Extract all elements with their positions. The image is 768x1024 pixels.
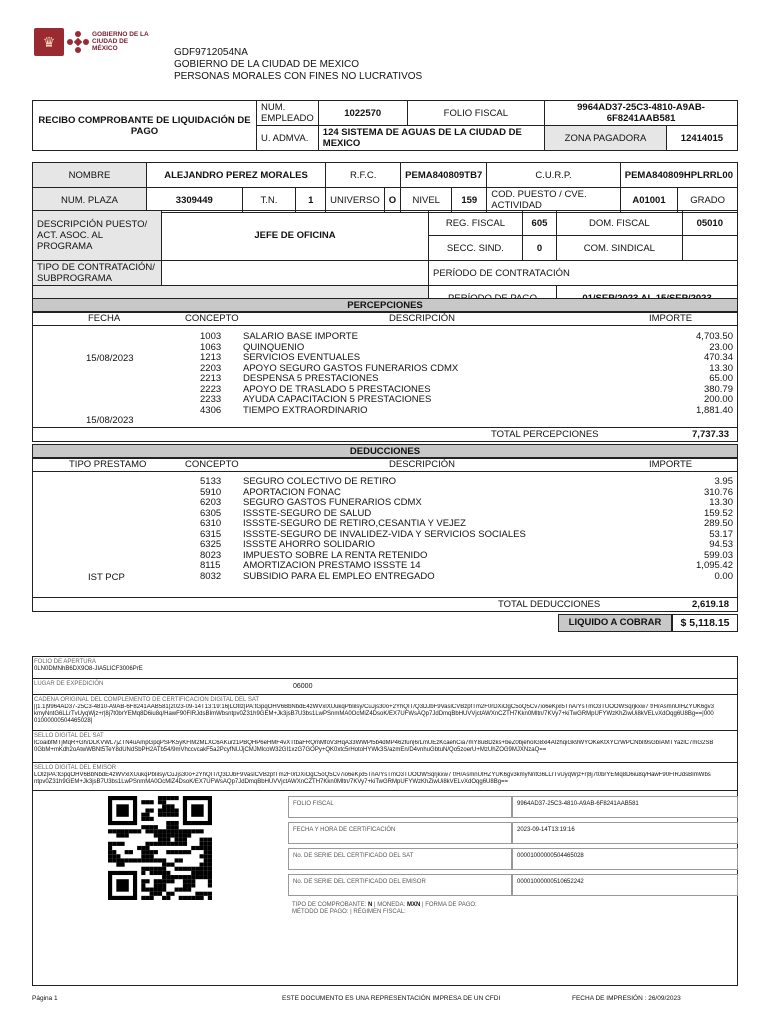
- concepto-code: 5133: [200, 476, 222, 487]
- concepto-description: QUINQUENIO: [243, 341, 305, 353]
- nombre-label: NOMBRE: [33, 163, 147, 188]
- sello-sat-value: lCoaibfMTjMqR+Gh/DLKVWL7jZTN4uAmpGpqPSPK5yKFlM2MLXC6AKurz1PBQHP6eHMF4vXTtbaFRQmMfoV3HqA33WWPl5b4dMP462fun|6/LmUEzKcaehCia7mY8uBDzks+beZ0bjehoIG8xl4AIzhqiGk9WYOKeKtXYCrWPCNbIl9sGbIAMTYazlC7mG2SB0GbM+mKdh2oAtwWBNt5TeY8dUNdSbPH2ATb54/9mVhccvcakF5a2PcyfNUJjCMJMlcoW32GI1xzG7GOPy+QK0xtc5rHotoHYWk3S/azmEn/D4vnhuGbtuN/Qo5zoerU+MzUhZOG9MJXNzaQ==: [34, 740, 714, 753]
- cert-folio-value: 9964AD37-25C3-4810-A9AB-6F8241AAB581: [512, 796, 738, 818]
- employee-detail-table: [32, 162, 738, 213]
- concepto-code: 2223: [200, 383, 222, 395]
- concepto-code: 2233: [200, 394, 222, 405]
- concepto-description: APORTACION FONAC: [243, 486, 341, 498]
- cert-folio-label: FOLIO FISCAL: [288, 796, 512, 818]
- concepto-code: 1003: [200, 331, 222, 342]
- concepto-description: ISSSTE AHORRO SOLIDARIO: [243, 539, 375, 550]
- tipo-comprobante-value: N: [368, 902, 373, 908]
- concepto-description: DESPENSA 5 PRESTACIONES: [243, 373, 379, 384]
- col-importe: IMPORTE: [649, 459, 693, 470]
- deducciones-title: DEDUCCIONES: [32, 444, 738, 458]
- desc-puesto-value: JEFE DE OFICINA: [162, 211, 429, 261]
- importe-value: 289.50: [703, 518, 733, 529]
- concepto-code: 2203: [200, 362, 222, 374]
- tipo-comprobante-label: TIPO DE COMPROBANTE:: [292, 902, 367, 908]
- col-concepto: CONCEPTO: [185, 313, 239, 324]
- concepto-code: 8115: [200, 560, 221, 571]
- metodo-pago-label: MÉTODO DE PAGO:: [292, 909, 349, 915]
- importe-value: 4,703.50: [696, 331, 733, 342]
- folio-fiscal-value: 9964AD37-25C3-4810-A9AB-6F8241AAB581: [545, 101, 738, 126]
- concepto-code: 6203: [200, 497, 222, 508]
- folio-apertura-label: FOLIO DE APERTURA: [34, 659, 96, 665]
- concepto-description: TIEMPO EXTRAORDINARIO: [243, 404, 368, 416]
- rfc-value: PEMA840809TB7: [401, 163, 487, 188]
- divider: [32, 762, 738, 763]
- importe-value: 470.34: [703, 352, 733, 363]
- importe-value: 23.00: [709, 341, 733, 353]
- importe-value: 13.30: [709, 497, 733, 508]
- sello-emisor-value: LOIz|PA:tGpqOHV6BbNbdE4zWVxlXUukqPbIilsy/CuJjs30o+2YhQIT/Q3DJbF9VaslCVBzpfTm2F0rDXiOgC5oQ5Cv7io6eKjxl5TnA/YsTmO3TUOOWSqrjkxw7 t!H/AsmnUlHZYUK6gv3kmyNntG6LLrTvUyqWjz+r|8j7t0brYEMq8D6iu8q/HawF90FIRJdsBImWbsntpv0Z31h9GEM+Jk3jsB7U3bs1LwPSnmMA0OcMlZ4DsoK/EX7UFWsAQp7JdDmqBbHUVVjctAWXnCZTH7Kkn0Mltn/7KVy7+kiTwGRMpUFYWzKhZiwUi8kVELvXdOqg6U8Bg==: [34, 772, 711, 785]
- concepto-description: SALARIO BASE IMPORTE: [243, 331, 358, 342]
- receipt-title: RECIBO COMPROBANTE DE LIQUIDACIÓN DE PAGO: [33, 101, 257, 151]
- cert-table: [288, 796, 738, 986]
- moneda-label: MONEDA:: [377, 902, 406, 908]
- cadena-value: ||1.1|9964AD37-25C3-4810-A9AB-6F8241AAB581|2023-09-14T13:19:16|LOtIz|PA:tGpqOHV6BbNbdE4zWVxlXUukqPbIilsy/CuJjs30o+2YhQIT/Q3DJbF9VaslCVBzpfTm2F0rDXiOgC5oQ5Cv7io6eKjxl5TnA/YsTmO3TUOOWSqrjkxw7 t!H/AsmnUlHZYUK6gv3kmyNntG6LLrTvUyqWjz+r|8j7t0brYEMq8D6iu8q/HawF90FIRJdsBImWbsntpv0Z31h9GEM+Jk3jsB7U3bs1LwPSnmMA0OcMlZ4DsoK/EX7UFWsAQp7JdDmqBbHUVVjctAWXnCZTH7Kkn0Mltn/7KVy7+kiTwGRMpUFYWzKhZiwUi8kVELvXdOqg6U8Bg==|00001000000504465028|: [34, 704, 714, 724]
- folio-apertura-value: 0LN0DMNhB6DX9O8-JIA5LICF3006PrE: [34, 666, 143, 672]
- dom-fiscal-value: 05010: [682, 211, 737, 236]
- zona-value: 12414015: [666, 126, 737, 151]
- forma-pago-label: FORMA DE PAGO:: [425, 902, 477, 908]
- issuer-header: [174, 47, 422, 83]
- periodo-contratacion-label: PERÍODO DE CONTRATACIÓN: [429, 261, 738, 286]
- concepto-description: SEGURO COLECTIVO DE RETIRO: [243, 476, 397, 487]
- divider: [32, 694, 738, 695]
- issuer-name: GOBIERNO DE LA CIUDAD DE MEXICO: [174, 59, 360, 70]
- com-sindical-value: [682, 236, 737, 261]
- moneda-value: MXN: [406, 902, 421, 908]
- u-admva-value: 124 SISTEMA DE AGUAS DE LA CIUDAD DE MEXICO: [318, 126, 544, 151]
- concepto-code: 6305: [200, 507, 222, 519]
- cod-puesto-value: A01001: [620, 188, 678, 213]
- num-plaza-value: 3309449: [147, 188, 243, 213]
- importe-value: 1,881.40: [696, 404, 733, 416]
- concepto-description: APOYO SEGURO GASTOS FUNERARIOS CDMX: [243, 362, 459, 374]
- issuer-rfc: GDF9712054NA: [174, 47, 248, 58]
- com-sindical-label: COM. SINDICAL: [557, 236, 682, 261]
- concepto-description: IMPUESTO SOBRE LA RENTA RETENIDO: [243, 549, 428, 561]
- concepto-description: SUBSIDIO PARA EL EMPLEO ENTREGADO: [243, 570, 435, 582]
- concepto-description: APOYO DE TRASLADO 5 PRESTACIONES: [243, 383, 431, 395]
- coat-of-arms-logo: ♛: [34, 28, 64, 56]
- percepciones-body: [32, 326, 738, 428]
- concepto-description: SERVICIOS EVENTUALES: [243, 352, 361, 363]
- importe-value: 599.03: [703, 549, 733, 561]
- concepto-code: 6310: [200, 518, 222, 529]
- total-percepciones-label: TOTAL PERCEPCIONES: [491, 429, 599, 440]
- liquido-value: $ 5,118.15: [672, 614, 738, 632]
- percepciones-header: [32, 312, 738, 326]
- universo-value: O: [384, 188, 400, 213]
- importe-value: 159.52: [703, 507, 733, 519]
- importe-value: 53.17: [709, 528, 733, 540]
- cert-fecha-label: FECHA Y HORA DE CERTIFICACIÓN: [288, 822, 512, 844]
- col-fecha: FECHA: [88, 313, 121, 324]
- lugar-value: 06000: [293, 683, 313, 690]
- reg-fiscal-value: 605: [522, 211, 556, 236]
- secc-sind-label: SECC. SIND.: [429, 236, 523, 261]
- concepto-description: ISSSTE-SEGURO DE SALUD: [243, 507, 372, 519]
- qr-code: [108, 796, 212, 900]
- concepto-code: 1213: [200, 352, 222, 363]
- secc-sind-value: 0: [522, 236, 556, 261]
- nivel-value: 159: [452, 188, 487, 213]
- concepto-code: 6325: [200, 539, 222, 550]
- reg-fiscal-label: REG. FISCAL: [429, 211, 523, 236]
- concepto-code: 4306: [200, 404, 222, 416]
- zona-label: ZONA PAGADORA: [545, 126, 667, 151]
- cdmx-logo-icon: [66, 28, 90, 56]
- total-percepciones-row: [32, 428, 738, 442]
- cfdi-notice: ESTE DOCUMENTO ES UNA REPRESENTACIÓN IMPRESA DE UN CFDI: [282, 995, 501, 1002]
- tipo-prestamo-value: IST PCP: [88, 572, 125, 583]
- importe-value: 380.79: [703, 383, 733, 395]
- col-tipo-prestamo: TIPO PRESTAMO: [69, 459, 147, 470]
- importe-value: 65.00: [709, 373, 733, 384]
- rfc-label: R.F.C.: [326, 163, 401, 188]
- dom-fiscal-label: DOM. FISCAL: [557, 211, 682, 236]
- cert-serie-sat-label: No. DE SERIE DEL CERTIFICADO DEL SAT: [288, 848, 512, 870]
- logo-text: GOBIERNO DE LA CIUDAD DE MÉXICO: [92, 31, 149, 52]
- tn-label: T.N.: [242, 188, 296, 213]
- concepto-code: 5910: [200, 486, 222, 498]
- total-deducciones-row: [32, 598, 738, 612]
- num-plaza-label: NUM. PLAZA: [33, 188, 147, 213]
- divider: [32, 790, 738, 791]
- page-number: Página 1: [32, 995, 58, 1002]
- importe-value: 3.95: [714, 476, 733, 487]
- curp-value: PEMA840809HPLRRL00: [620, 163, 737, 188]
- universo-label: UNIVERSO: [326, 188, 385, 213]
- sello-emisor-label: SELLO DIGITAL DEL EMISOR: [34, 765, 117, 771]
- importe-value: 310.76: [703, 486, 733, 498]
- concepto-description: ISSSTE-SEGURO DE INVALIDEZ-VIDA Y SERVICIOS SOCIALES: [243, 528, 526, 540]
- regimen-label: RÉGIMEN FISCAL:: [353, 909, 406, 915]
- nombre-value: ALEJANDRO PEREZ MORALES: [147, 163, 326, 188]
- lugar-label: LUGAR DE EXPEDICIÓN: [34, 681, 104, 687]
- position-table: [32, 210, 738, 311]
- desc-puesto-label: DESCRIPCIÓN PUESTO/ ACT. ASOC. AL PROGRAMA: [33, 211, 162, 261]
- concepto-description: AYUDA CAPACITACION 5 PRESTACIONES: [243, 394, 432, 405]
- importe-value: 94.53: [709, 539, 733, 550]
- tn-value: 1: [296, 188, 326, 213]
- liquido-label: LIQUIDO A COBRAR: [558, 614, 672, 632]
- importe-value: 1,095.42: [696, 560, 733, 571]
- percepcion-fecha-1: 15/08/2023: [86, 353, 134, 364]
- sello-sat-label: SELLO DIGITAL DEL SAT: [34, 733, 104, 739]
- employee-info-table: [32, 100, 738, 151]
- tipo-contratacion-label: TIPO DE CONTRATACIÓN/ SUBPROGRAMA: [33, 261, 162, 286]
- concepto-code: 2213: [200, 373, 222, 384]
- col-importe: IMPORTE: [649, 313, 693, 324]
- concepto-code: 8023: [200, 549, 222, 561]
- col-concepto: CONCEPTO: [185, 459, 239, 470]
- issuer-regime: PERSONAS MORALES CON FINES NO LUCRATIVOS: [174, 71, 423, 82]
- folio-fiscal-label: FOLIO FISCAL: [407, 101, 545, 126]
- importe-value: 200.00: [703, 394, 733, 405]
- fecha-impresion: FECHA DE IMPRESIÓN : 26/09/2023: [572, 995, 681, 1002]
- cadena-label: CADENA ORIGINAL DEL COMPLEMENTO DE CERTIFICACION DIGITAL DEL SAT: [34, 697, 260, 703]
- percepcion-fecha-2: 15/08/2023: [86, 415, 134, 426]
- importe-value: 13.30: [709, 362, 733, 374]
- grado-label: GRADO: [678, 188, 738, 213]
- total-percepciones-value: 7,737.33: [692, 429, 729, 440]
- divider: [32, 730, 738, 731]
- col-descripcion: DESCRIPCIÓN: [389, 459, 455, 470]
- concepto-code: 1063: [200, 341, 222, 353]
- percepciones-title: PERCEPCIONES: [32, 298, 738, 312]
- cod-puesto-label: COD. PUESTO / CVE. ACTIVIDAD: [487, 188, 620, 213]
- concepto-description: AMORTIZACION PRESTAMO ISSSTE 14: [243, 560, 421, 571]
- cert-serie-emisor-value: 00001000000510652242: [512, 874, 738, 896]
- u-admva-label: U. ADMVA.: [257, 126, 319, 151]
- total-deducciones-label: TOTAL DEDUCCIONES: [498, 599, 601, 610]
- concepto-code: 6315: [200, 528, 222, 540]
- cert-serie-emisor-label: No. DE SERIE DEL CERTIFICADO DEL EMISOR: [288, 874, 512, 896]
- total-deducciones-value: 2,619.18: [692, 599, 729, 610]
- divider: [32, 678, 738, 679]
- curp-label: C.U.R.P.: [487, 163, 620, 188]
- metodo-info: MÉTODO DE PAGO: | RÉGIMEN FISCAL:: [292, 909, 406, 915]
- concepto-description: SEGURO GASTOS FUNERARIOS CDMX: [243, 497, 422, 508]
- cert-fecha-value: 2023-09-14T13:19:16: [512, 822, 738, 844]
- concepto-code: 8032: [200, 570, 222, 582]
- cert-serie-sat-value: 00001000000504465028: [512, 848, 738, 870]
- importe-value: 0.00: [714, 570, 733, 582]
- col-descripcion: DESCRIPCIÓN: [389, 313, 455, 324]
- nivel-label: NIVEL: [401, 188, 452, 213]
- concepto-description: ISSSTE-SEGURO DE RETIRO,CESANTIA Y VEJEZ: [243, 518, 466, 529]
- num-empleado-label: NUM. EMPLEADO: [257, 101, 319, 126]
- tipo-contratacion-value: [162, 261, 429, 286]
- deducciones-header: [32, 458, 738, 472]
- comprobante-info: TIPO DE COMPROBANTE: N | MONEDA: MXN | FORMA DE PAGO:: [292, 902, 477, 908]
- num-empleado-value: 1022570: [318, 101, 407, 126]
